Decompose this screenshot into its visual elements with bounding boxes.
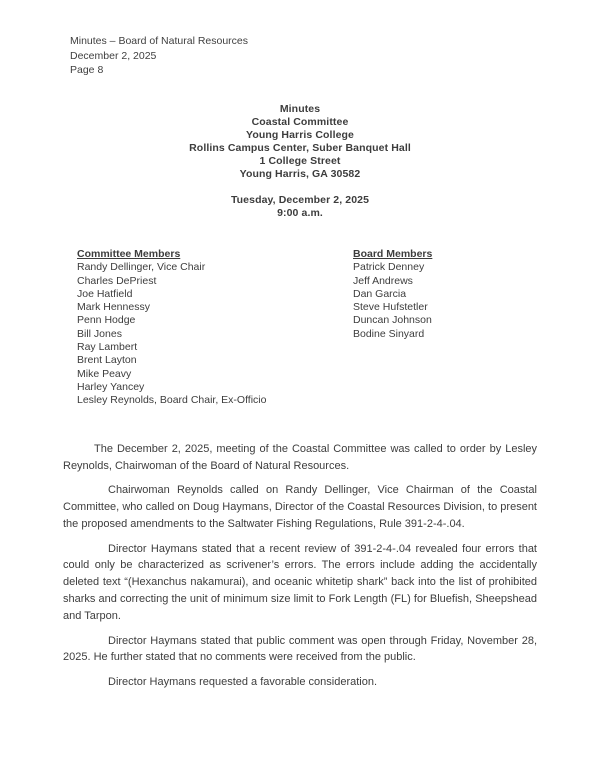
- meeting-time: 9:00 a.m.: [277, 207, 323, 219]
- committee-member-name: Bill Jones: [77, 327, 122, 340]
- title-street: 1 College Street: [259, 155, 341, 167]
- body-paragraph-public-comment: Director Haymans stated that public comment was open through Friday, November 28, 2025. He further stated that no comments were received from the public.: [63, 634, 537, 664]
- minutes-body: [63, 441, 537, 698]
- committee-members-column: [77, 248, 266, 408]
- board-member-name: Patrick Denney: [353, 261, 425, 274]
- meeting-datetime-block: [0, 194, 600, 220]
- running-header-page-number: Page 8: [70, 64, 104, 76]
- title-minutes: Minutes: [279, 103, 321, 115]
- committee-member-name: Mark Hennessy: [77, 301, 150, 314]
- committee-member-name: Penn Hodge: [77, 314, 136, 327]
- title-building: Rollins Campus Center, Suber Banquet Hall: [189, 142, 411, 154]
- body-paragraph-errors-review: Director Haymans stated that a recent review of 391-2-4-.04 revealed four errors that could only be characterized as scrivener’s errors. The errors include adding the accidentally deleted text “(Hexanchus nakamurai), and oceanic whitetip shark” back into the list of prohibited sharks and correcting the unit of minimum size limit to Fork Length (FL) for Bluefish, Sheepshead and Tarpon.: [63, 542, 537, 623]
- meeting-date: Tuesday, December 2, 2025: [230, 194, 370, 206]
- committee-member-name: Joe Hatfield: [77, 287, 133, 300]
- running-header-date: December 2, 2025: [70, 49, 157, 62]
- committee-member-name: Mike Peavy: [77, 367, 132, 380]
- title-city-state-zip: Young Harris, GA 30582: [239, 168, 361, 180]
- title-venue: Young Harris College: [246, 129, 354, 141]
- document-title-block: [0, 103, 600, 181]
- board-member-name: Steve Hufstetler: [353, 301, 428, 314]
- board-member-name: Dan Garcia: [353, 287, 407, 300]
- committee-members-heading: Committee Members: [77, 248, 181, 260]
- board-member-name: Bodine Sinyard: [353, 327, 425, 340]
- committee-member-name: Randy Dellinger, Vice Chair: [77, 261, 206, 274]
- committee-member-name: Brent Layton: [77, 354, 137, 367]
- committee-member-name: Charles DePriest: [77, 274, 157, 287]
- title-committee: Coastal Committee: [251, 116, 349, 128]
- members-section: [0, 248, 600, 413]
- committee-member-name: Lesley Reynolds, Board Chair, Ex-Officio: [77, 394, 267, 407]
- body-paragraph-introductions: Chairwoman Reynolds called on Randy Dellinger, Vice Chairman of the Coastal Committee, who called on Doug Haymans, Director of the Coastal Resources Division, to present the proposed amendments to the Saltwater Fishing Regulations, Rule 391-2-4-.04.: [63, 484, 537, 531]
- committee-member-name: Ray Lambert: [77, 341, 138, 354]
- board-member-name: Jeff Andrews: [353, 274, 413, 287]
- board-members-heading: Board Members: [353, 248, 433, 260]
- board-member-name: Duncan Johnson: [353, 314, 432, 327]
- body-paragraph-call-to-order: The December 2, 2025, meeting of the Coastal Committee was called to order by Lesley Reynolds, Chairwoman of the Board of Natural Resources.: [63, 443, 537, 472]
- running-header-title: Minutes – Board of Natural Resources: [70, 35, 249, 47]
- board-members-column: [353, 248, 432, 341]
- running-header: [70, 34, 248, 78]
- body-paragraph-recommendation: Director Haymans requested a favorable consideration.: [108, 675, 378, 688]
- committee-member-name: Harley Yancey: [77, 380, 145, 393]
